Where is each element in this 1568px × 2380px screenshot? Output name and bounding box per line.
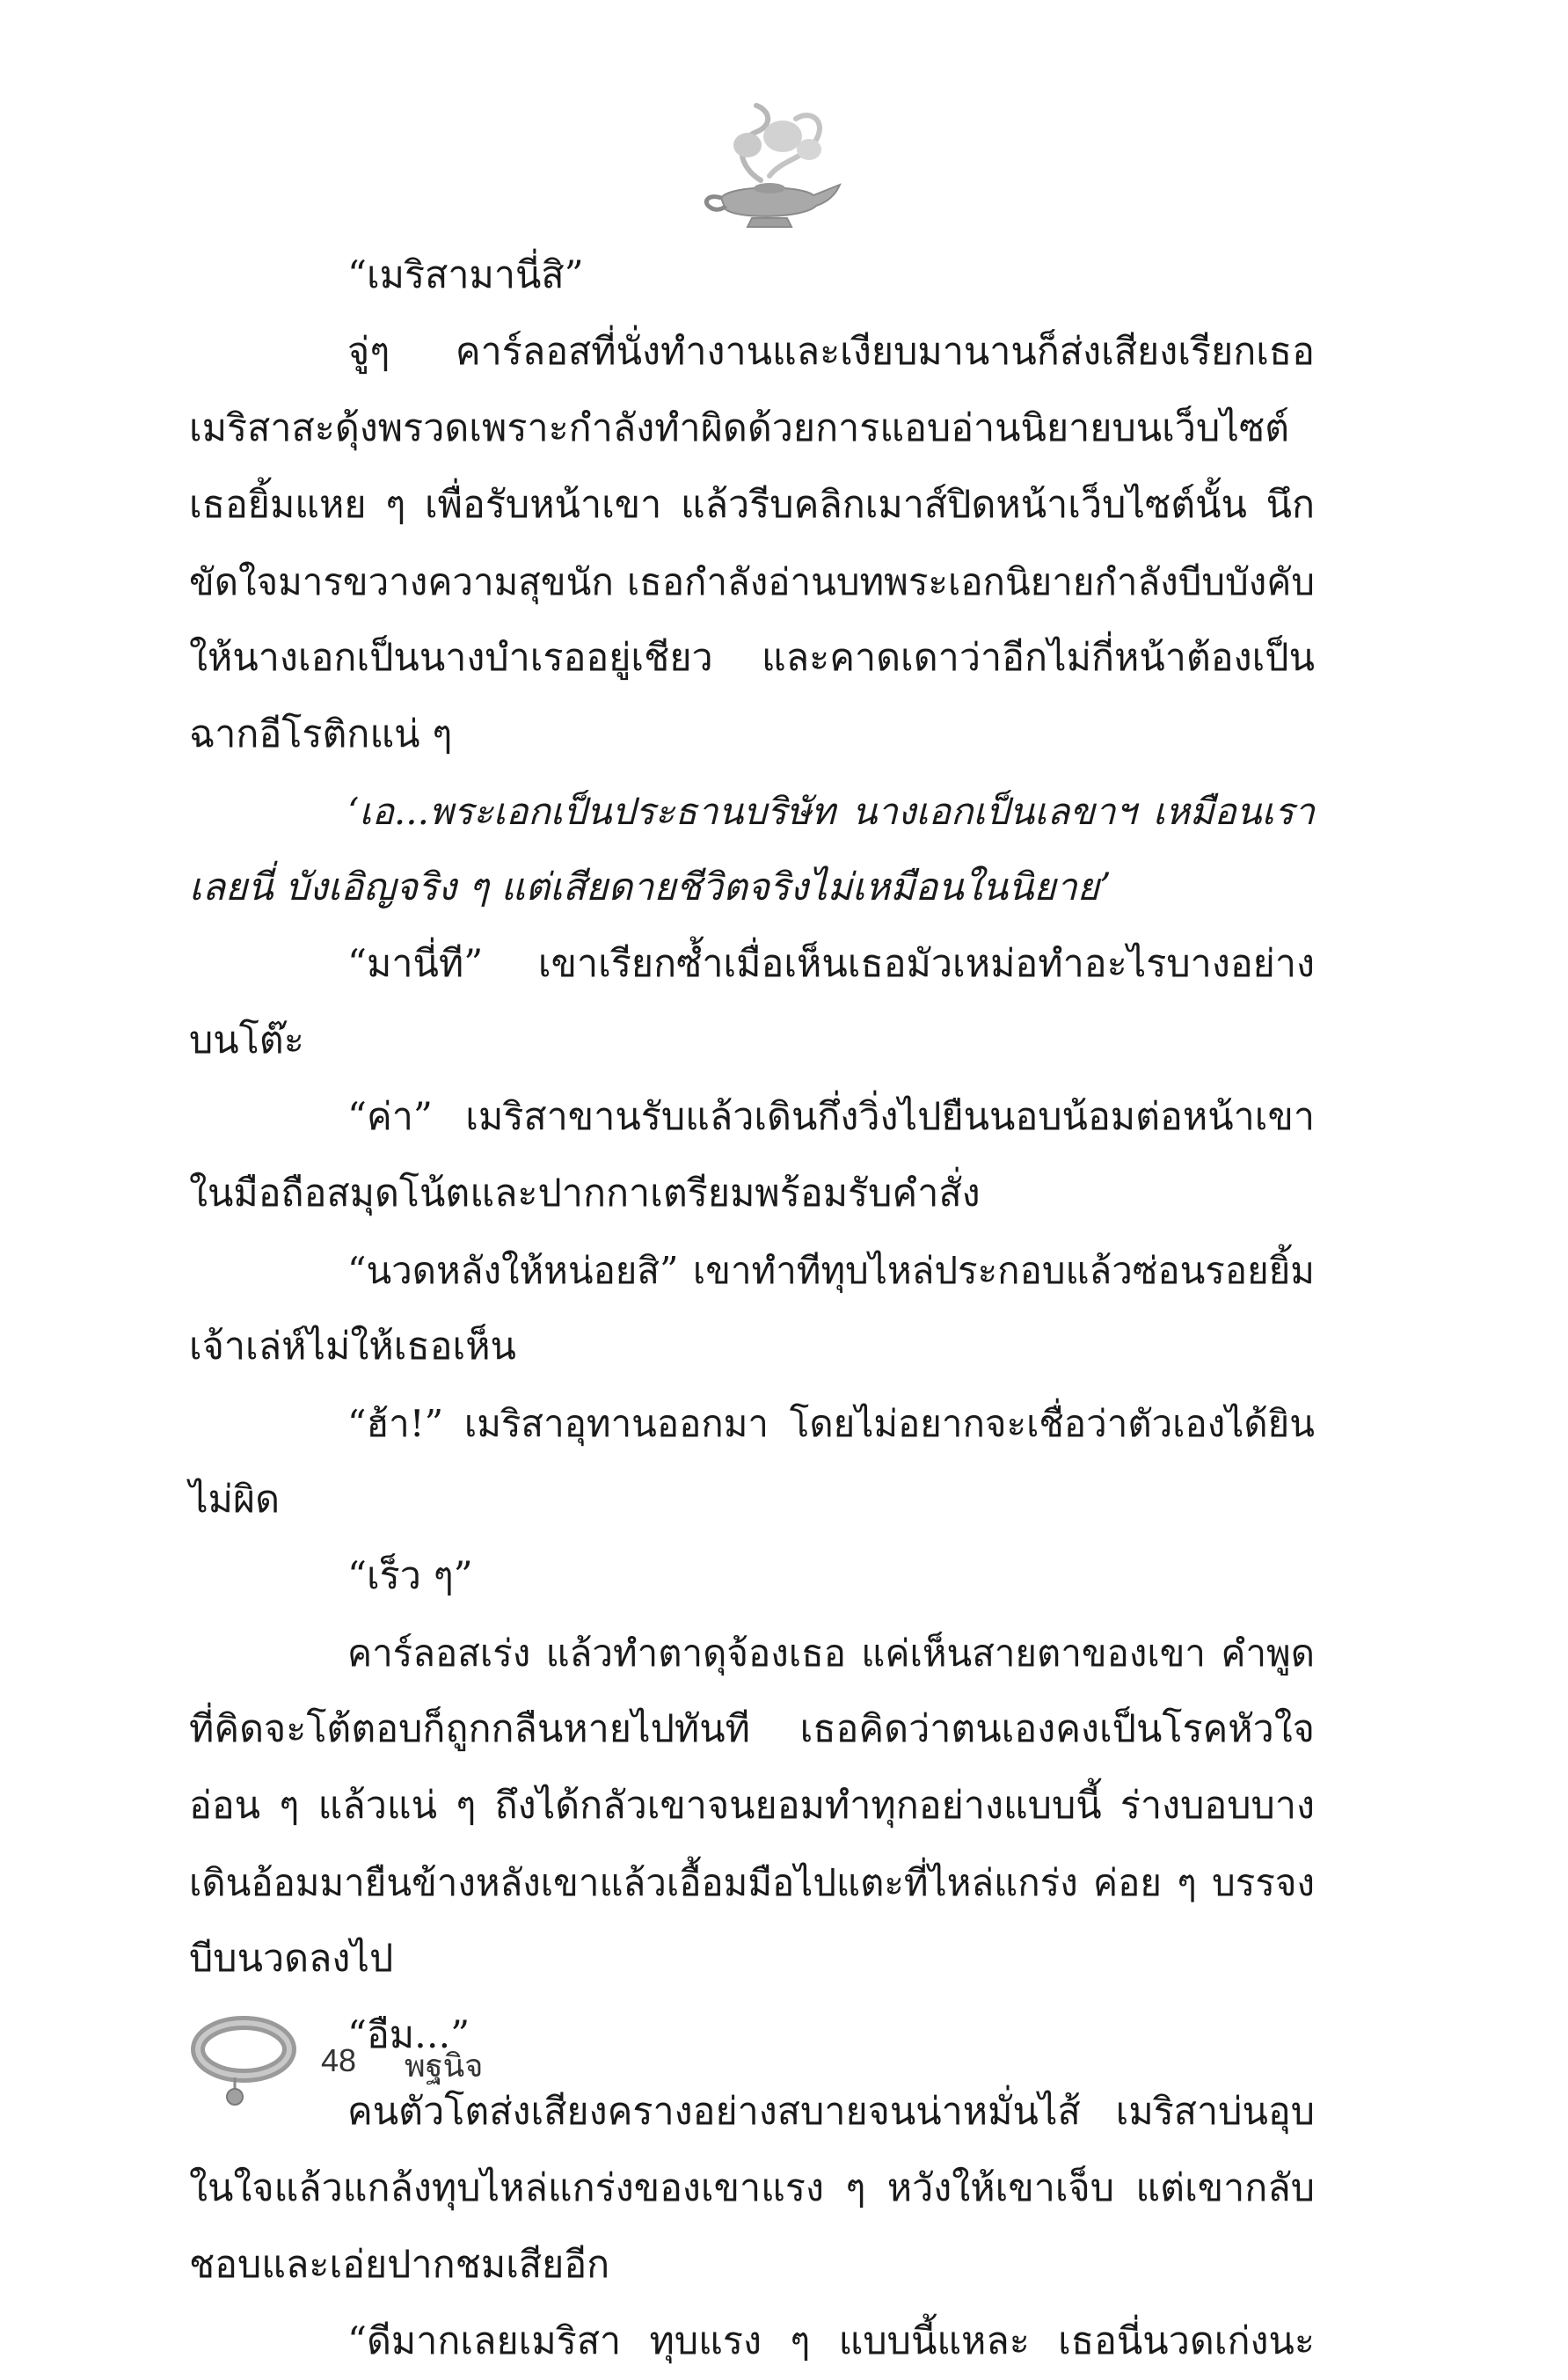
text-line: คนตัวโตส่งเสียงครางอย่างสบายจนน่าหมั่นไส้ เมริสาบ่นอุบ [347,2090,1315,2134]
text-line: บนโต๊ะ [189,1018,304,1062]
text-line: เจ้าเล่ห์ไม่ให้เธอเห็น [189,1325,516,1369]
text-line: ขัดใจมารขวางความสุขนัก เธอกำลังอ่านบทพระเอกนิยายกำลังบีบบังคับ [189,560,1315,603]
text-line: ในใจแล้วแกล้งทุบไหล่แกร่งของเขาแรง ๆ หวังให้เขาเจ็บ แต่เขากลับ [189,2166,1315,2210]
text-line: “ฮ้า!” เมริสาอุทานออกมา โดยไม่อยากจะเชื่อว่าตัวเองได้ยิน [347,1402,1315,1445]
text-line: ‘เอ...พระเอกเป็นประธานบริษัท นางเอกเป็นเลขาฯ เหมือนเรา [347,790,1315,833]
text-line: “เร็ว ๆ” [347,1554,473,1598]
text-line: “ค่า” เมริสาขานรับแล้วเดินกึ่งวิ่งไปยืนนอบน้อมต่อหน้าเขา [347,1095,1315,1139]
ring-icon [189,2014,312,2111]
text-line: เลยนี่ บังเอิญจริง ๆ แต่เสียดายชีวิตจริงไม่เหมือนในนิยาย’ [189,865,1112,909]
text-line: บีบนวดลงไป [189,1937,394,1981]
author-name: พฐนิจ [405,2048,484,2084]
text-line: อ่อน ๆ แล้วแน่ ๆ ถึงได้กลัวเขาจนยอมทำทุกอย่างแบบนี้ ร่างบอบบาง [189,1784,1315,1828]
text-line: คาร์ลอสเร่ง แล้วทำตาดุจ้องเธอ แค่เห็นสายตาของเขา คำพูด [347,1632,1315,1675]
text-line: จู่ๆ คาร์ลอสที่นั่งทำงานและเงียบมานานก็ส่งเสียงเรียกเธอ [347,330,1315,374]
text-line: “ดีมากเลยเมริสา ทุบแรง ๆ แบบนี้แหละ เธอนี่นวดเก่งนะ [347,2319,1315,2363]
text-line: “มานี่ที” เขาเรียกซ้ำเมื่อเห็นเธอมัวเหม่อทำอะไรบางอย่าง [347,942,1315,986]
text-line: ในมือถือสมุดโน้ตและปากกาเตรียมพร้อมรับคำสั่ง [189,1172,981,1216]
text-line: เธอยิ้มแหย ๆ เพื่อรับหน้าเขา แล้วรีบคลิกเมาส์ปิดหน้าเว็บไซต์นั้น นึก [189,483,1315,527]
text-line: “เมริสามานี่สิ” [347,253,584,297]
page-footer [189,2014,629,2111]
text-line: ชอบและเอ่ยปากชมเสียอีก [189,2243,610,2287]
text-line: ไม่ผิด [189,1478,281,1522]
text-line: “อืม...” [347,2013,470,2057]
text-line: “นวดหลังให้หน่อยสิ” เขาทำทีทุบไหล่ประกอบแล้วซ่อนรอยยิ้ม [347,1249,1315,1292]
text-line: ที่คิดจะโต้ตอบก็ถูกกลืนหายไปทันที เธอคิดว่าตนเองคงเป็นโรคหัวใจ [189,1707,1315,1751]
text-line: ฉากอีโรติกแน่ ๆ [189,712,453,756]
text-line: เมริสาสะดุ้งพรวดเพราะกำลังทำผิดด้วยการแอบอ่านนิยายบนเว็บไซต์ [189,406,1290,450]
text-line: ให้นางเอกเป็นนางบำเรออยู่เชียว และคาดเดาว่าอีกไม่กี่หน้าต้องเป็น [189,636,1315,680]
genie-lamp-icon [686,97,853,237]
text-line: เดินอ้อมมายืนข้างหลังเขาแล้วเอื้อมมือไปแตะที่ไหล่แกร่ง ค่อย ๆ บรรจง [189,1861,1315,1904]
page-number: 48 [321,2042,357,2078]
